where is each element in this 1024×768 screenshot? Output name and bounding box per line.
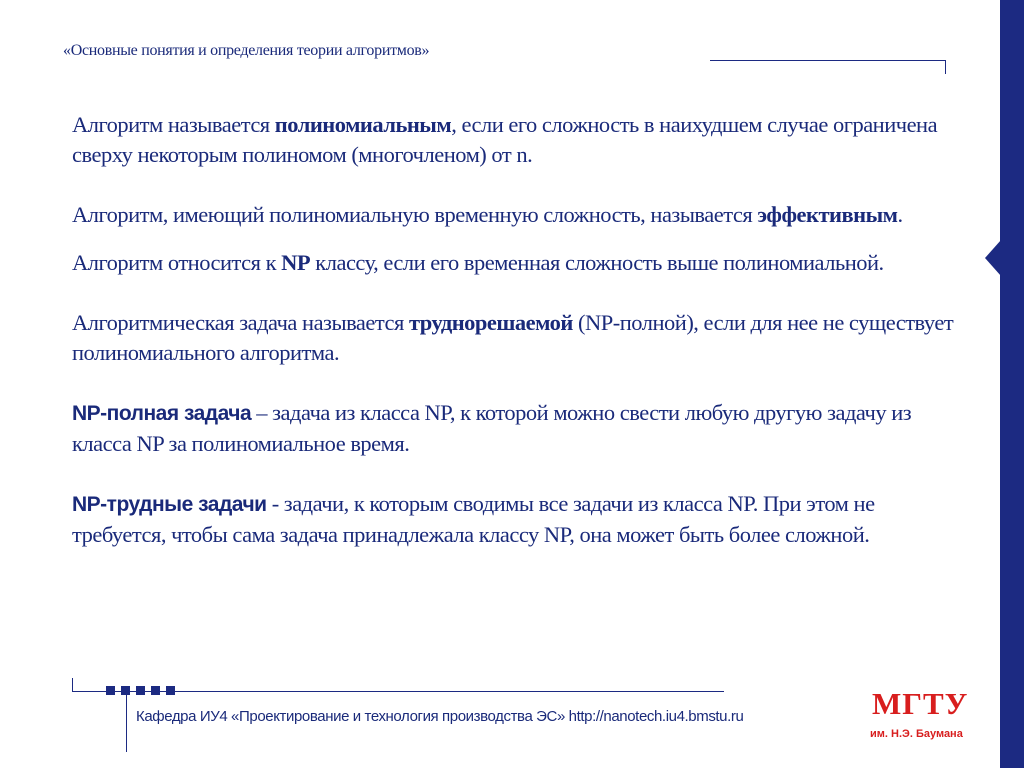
term-intractable: труднорешаемой — [408, 310, 573, 335]
text-run: классу, если его временная сложность выше полиномиальной. — [310, 250, 884, 275]
text-run: - задачи, к которым сводимы все задачи из класса NP. При этом не требуется, чтобы сама задача принадлежала классу NP, она может быть более сложной. — [72, 491, 875, 547]
text-run: . — [897, 202, 903, 227]
text-run: (NP-полной), если для нее не существует полиномиального алгоритма. — [72, 310, 954, 365]
header-rule-tick — [945, 60, 946, 74]
paragraph-polynomial — [72, 110, 972, 170]
footer-left-tick — [72, 678, 73, 691]
text-run: Алгоритмическая задача называется — [72, 310, 409, 335]
term-np-hard: NP-трудные задачи — [72, 493, 267, 516]
text-run: , если его сложность в наихудшем случае ограничена сверху некоторым полиномом (многочленом) от n. — [72, 112, 938, 167]
paragraph-np-complete — [72, 398, 972, 459]
footer-department: Кафедра ИУ4 «Проектирование и технология производства ЭС» http://nanotech.iu4.bmstu.ru — [136, 708, 744, 725]
right-accent-notch — [985, 240, 1001, 276]
paragraph-intractable — [72, 308, 972, 368]
slide-header-title: «Основные понятия и определения теории алгоритмов» — [63, 42, 430, 59]
text-run: Алгоритм, имеющий полиномиальную временную сложность, называется — [72, 202, 758, 227]
university-logo-subtitle: им. Н.Э. Баумана — [870, 728, 963, 740]
footer-vertical-rule — [126, 691, 127, 752]
university-logo: МГТУ — [872, 686, 969, 721]
term-np: NP — [281, 250, 311, 275]
term-polynomial: полиномиальным — [274, 112, 452, 137]
term-np-complete: NP-полная задача — [72, 402, 252, 425]
footer-dots — [106, 682, 181, 691]
slide-body — [72, 110, 972, 550]
right-accent-bar — [1000, 0, 1024, 768]
text-run: Алгоритм называется — [72, 112, 275, 137]
paragraph-np-class — [72, 248, 972, 278]
text-run: Алгоритм относится к — [72, 250, 282, 275]
term-efficient: эффективным — [757, 202, 898, 227]
header-rule — [710, 60, 946, 61]
paragraph-np-hard — [72, 489, 972, 550]
paragraph-efficient — [72, 200, 972, 230]
text-run: – задача из класса NP, к которой можно свести любую другую задачу из класса NP за полиномиальное время. — [72, 400, 912, 456]
